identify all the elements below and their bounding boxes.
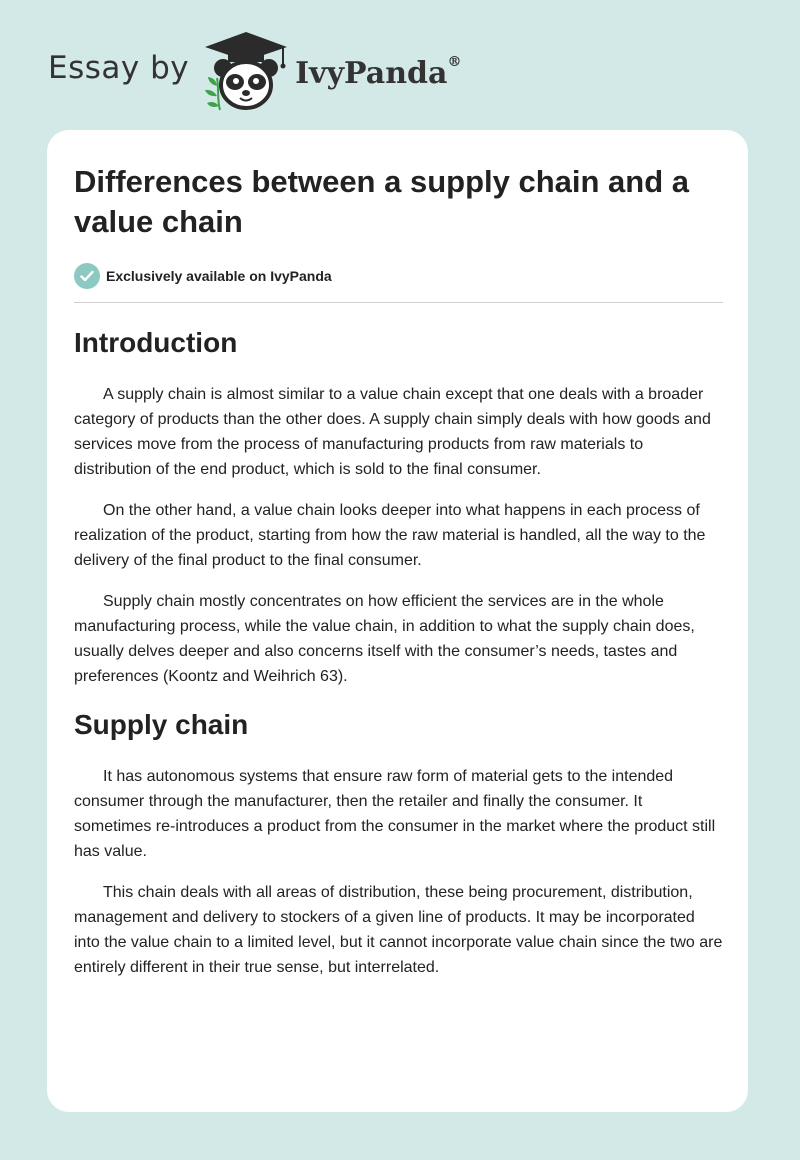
page-title: Differences between a supply chain and a value chain xyxy=(74,164,690,239)
exclusive-badge xyxy=(74,262,723,290)
registered-mark: ® xyxy=(447,53,462,70)
paragraph: This chain deals with all areas of distribution, these being procurement, distribution, management and delivery to stockers of a given line of products. It may be incorporated into the value chain to a limited level, but it cannot incorporate value chain since the two are entirely different in their true sense, but interrelated. xyxy=(74,884,723,976)
brand-name[interactable] xyxy=(295,53,462,91)
paragraph: A supply chain is almost similar to a value chain except that one deals with a broader category of products than the other does. A supply chain simply deals with how goods and services move from the process of manufacturing products from raw materials to distribution of the end product, which is sold to the final consumer. xyxy=(74,386,711,478)
essay-by-label: Essay by xyxy=(48,50,190,86)
site-header xyxy=(48,30,461,114)
ivypanda-logo-icon[interactable] xyxy=(203,30,289,114)
section-heading-supply-chain: Supply chain xyxy=(74,709,249,740)
divider xyxy=(74,302,723,303)
paragraph: On the other hand, a value chain looks deeper into what happens in each process of realization of the product, starting from how the raw material is handled, all the way to the delivery of the final product to the final consumer. xyxy=(74,502,706,569)
essay-card xyxy=(47,130,748,1112)
badge-label: Exclusively available on IvyPanda xyxy=(106,268,332,284)
section-heading-introduction: Introduction xyxy=(74,327,238,358)
paragraph: It has autonomous systems that ensure raw form of material gets to the intended consumer through the manufacturer, then the retailer and finally the consumer. It sometimes re-introduces a product from the consumer in the market where the product still has value. xyxy=(74,768,716,860)
essay-content xyxy=(74,162,723,980)
brand-label: IvyPanda xyxy=(295,55,448,91)
paragraph: Supply chain mostly concentrates on how efficient the services are in the whole manufacturing process, while the value chain, in addition to what the supply chain does, usually delves deeper and also concerns itself with the consumer’s needs, tastes and preferences (Koontz and Weihrich 63). xyxy=(74,593,695,685)
check-icon xyxy=(74,263,100,289)
